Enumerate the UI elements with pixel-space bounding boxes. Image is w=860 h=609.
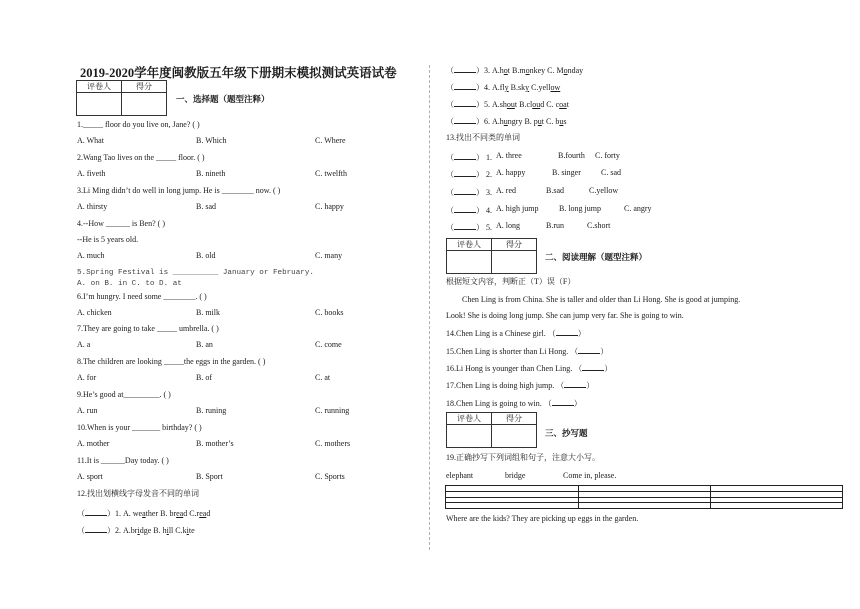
reviewer-cell[interactable]	[447, 251, 492, 274]
q13-item	[446, 186, 492, 198]
option-a: A. much	[77, 251, 105, 260]
item-number: ） 4.	[476, 206, 492, 215]
underlined-letters: ou	[506, 100, 515, 109]
option-b: B. of	[196, 373, 212, 382]
phonics-word: C. Monday	[547, 66, 584, 75]
option-a: A. What	[77, 136, 104, 145]
section-2-heading: 二、阅读理解（题型注释）	[545, 252, 648, 262]
phonics-word: B.sky	[510, 83, 530, 92]
question-text: 10.When is your _______ birthday? ( )	[77, 423, 202, 432]
answer-blank[interactable]	[582, 362, 604, 371]
answer-blank[interactable]	[454, 81, 476, 90]
question-text: 9.He’s good at_________. ( )	[77, 390, 171, 399]
reading-question-text: 18.Chen Ling is going to win. （	[446, 399, 552, 408]
copy-sentence: Where are the kids? They are picking up eggs in the garden.	[446, 514, 639, 523]
reviewer-label: 评卷人	[447, 239, 492, 251]
option-c: C. Where	[315, 136, 346, 145]
q13-item	[446, 204, 492, 216]
item-number: ）3.	[476, 66, 492, 75]
q13-item	[446, 151, 492, 163]
phonics-word: B.monkey	[512, 66, 548, 75]
section-1-heading: 一、选择题（题型注释）	[176, 94, 270, 104]
copy-writing-grid[interactable]	[445, 485, 843, 509]
option-a: A. sport	[77, 472, 103, 481]
bracket: ）	[577, 329, 586, 338]
bracket: （	[446, 206, 454, 215]
option-c: C. angry	[624, 204, 652, 213]
item-number: ）4.	[476, 83, 492, 92]
phonics-word: A.bridge	[123, 526, 154, 535]
option-b: B. old	[196, 251, 216, 260]
question-text: 4.--How ______ is Ben? ( )	[77, 219, 165, 228]
option-a: A. a	[77, 340, 91, 349]
reading-instruction: 根据短文内容，判断正（T）误（F）	[446, 277, 576, 286]
phonics-word: B. bread	[160, 509, 190, 518]
underlined-letters: y	[504, 83, 509, 92]
underlined-letters: o	[563, 66, 568, 75]
answer-blank[interactable]	[552, 397, 574, 406]
bracket: （	[77, 526, 85, 535]
answer-blank[interactable]	[578, 345, 600, 354]
item-number: ） 5.	[476, 223, 492, 232]
underlined-letters: y	[525, 83, 530, 92]
reviewer-label: 评卷人	[447, 413, 492, 425]
bracket: ）	[604, 364, 613, 373]
option-b: B. milk	[196, 308, 221, 317]
underlined-letters: ea	[199, 509, 207, 518]
answer-blank[interactable]	[454, 204, 476, 213]
bracket: （	[446, 66, 454, 75]
bracket: （	[446, 153, 454, 162]
question-text: 11.It is ______Day today. ( )	[77, 456, 169, 465]
phonics-item	[446, 98, 569, 110]
score-label: 得分	[492, 413, 537, 425]
score-box-2	[446, 238, 537, 274]
answer-blank[interactable]	[556, 327, 578, 336]
copy-word-bridge: bridge	[505, 471, 526, 480]
phonics-word: A.shout	[492, 100, 520, 109]
option-b: B.fourth	[558, 151, 585, 160]
question-answer-line: --He is 5 years old.	[77, 235, 139, 244]
reading-question-text: 15.Chen Ling is shorter than Li Hong. （	[446, 347, 579, 356]
underlined-letters: ea	[176, 509, 184, 518]
item-number: ） 1.	[476, 153, 492, 162]
score-cell[interactable]	[492, 251, 537, 274]
option-a: A. happy	[496, 168, 526, 177]
option-c: C. Sports	[315, 472, 345, 481]
underlined-letters: i	[137, 526, 140, 535]
reading-question	[446, 345, 608, 357]
q19-title: 19.正确抄写下列词组和句子，注意大小写。	[446, 453, 600, 462]
answer-blank[interactable]	[454, 221, 476, 230]
question-text: 5.Spring Festival is __________ January or February.	[77, 269, 314, 277]
question-text: 8.The children are looking _____the eggs in the garden. ( )	[77, 357, 266, 366]
underlined-letters: u	[559, 117, 564, 126]
score-label: 得分	[492, 239, 537, 251]
option-a: A. three	[496, 151, 522, 160]
reviewer-label: 评卷人	[77, 81, 122, 93]
option-c: C. books	[315, 308, 344, 317]
question-text: 2.Wang Tao lives on the _____ floor. ( )	[77, 153, 205, 162]
option-a: A. fiveth	[77, 169, 106, 178]
q12-title: 12.找出划横线字母发音不同的单词	[77, 489, 199, 498]
reading-question	[446, 397, 582, 409]
option-c: C. sad	[601, 168, 621, 177]
phonics-item	[446, 81, 560, 93]
phonics-item	[446, 64, 583, 76]
underlined-letters: i	[186, 526, 189, 535]
item-number: ） 2.	[476, 170, 492, 179]
option-b: B. mother’s	[196, 439, 234, 448]
underlined-letters: oa	[559, 100, 567, 109]
phonics-word: C. bus	[546, 117, 567, 126]
bracket: （	[446, 223, 454, 232]
option-b: B. sad	[196, 202, 216, 211]
option-a: A. mother	[77, 439, 110, 448]
bracket: （	[446, 170, 454, 179]
answer-blank[interactable]	[454, 98, 476, 107]
bracket: （	[446, 100, 454, 109]
option-b: B. long jump	[559, 204, 602, 213]
item-number: ） 3.	[476, 188, 492, 197]
underlined-letters: ou	[532, 100, 541, 109]
bracket: ）	[573, 399, 582, 408]
underlined-letters: a	[142, 509, 146, 518]
q13-item	[446, 168, 492, 180]
underlined-letters: u	[503, 117, 508, 126]
answer-blank[interactable]	[454, 115, 476, 124]
option-b: B. nineth	[196, 169, 226, 178]
option-b: B. runing	[196, 406, 227, 415]
answer-blank[interactable]	[454, 168, 476, 177]
phonics-word: A.hot	[492, 66, 513, 75]
bracket: ）	[586, 381, 595, 390]
phonics-word: C.read	[189, 509, 211, 518]
option-a: A. long	[496, 221, 520, 230]
phonics-item	[446, 115, 567, 127]
option-a: A. run	[77, 406, 98, 415]
answer-blank[interactable]	[454, 186, 476, 195]
option-a: A. red	[496, 186, 516, 195]
option-a: A. for	[77, 373, 97, 382]
copy-word-elephant: elephant	[446, 471, 474, 480]
exam-title: 2019-2020学年度闽教版五年级下册期末模拟测试英语试卷	[80, 66, 397, 80]
section-3-heading: 三、抄写题	[545, 428, 588, 438]
option-c: C. many	[315, 251, 343, 260]
option-c: C.short	[587, 221, 611, 230]
phonics-word: B. hill	[153, 526, 176, 535]
bracket: （	[446, 83, 454, 92]
option-b: B.sad	[546, 186, 564, 195]
answer-blank[interactable]	[454, 151, 476, 160]
score-box-3	[446, 412, 537, 448]
option-c: C. forty	[595, 151, 620, 160]
reading-question	[446, 327, 586, 339]
underlined-letters: ow	[550, 83, 561, 92]
answer-blank[interactable]	[85, 524, 107, 533]
phonics-word: A.fly	[492, 83, 509, 92]
option-b: B. singer	[552, 168, 581, 177]
reading-passage-line-1: Chen Ling is from China. She is taller and older than Li Hong. She is good at jumping.	[462, 295, 741, 304]
reading-passage-line-2: Look! She is doing long jump. She can jump very far. She is going to win.	[446, 311, 684, 320]
score-cell[interactable]	[492, 425, 537, 448]
question-text: 1._____ floor do you live on, Jane? ( )	[77, 120, 200, 129]
score-box-1	[76, 80, 167, 116]
item-number: ）1.	[107, 509, 123, 518]
phonics-word: A.hungry	[492, 117, 525, 126]
q13-item	[446, 221, 492, 233]
option-c: C. at	[315, 373, 331, 382]
question-text: 6.I’m hungry. I need some ________. ( )	[77, 292, 207, 301]
option-a: A. chicken	[77, 308, 112, 317]
item-number: ）2.	[107, 526, 123, 535]
copy-phrase: Come in, please.	[563, 471, 617, 480]
answer-blank[interactable]	[564, 379, 586, 388]
item-number: ）6.	[476, 117, 492, 126]
question-options: A. on B. in C. to D. at	[77, 280, 182, 288]
reading-question	[446, 362, 612, 374]
reading-question-text: 14.Chen Ling is a Chinese girl. （	[446, 329, 556, 338]
phonics-item	[77, 524, 195, 536]
underlined-letters: i	[166, 526, 169, 535]
option-b: B. Which	[196, 136, 227, 145]
bracket: （	[446, 117, 454, 126]
score-cell[interactable]	[122, 93, 167, 116]
answer-blank[interactable]	[85, 507, 107, 516]
option-b: B.run	[546, 221, 564, 230]
item-number: ）5.	[476, 100, 492, 109]
underlined-letters: o	[503, 66, 508, 75]
option-c: C. come	[315, 340, 342, 349]
reviewer-cell[interactable]	[77, 93, 122, 116]
phonics-word: B.cloud	[519, 100, 547, 109]
phonics-item	[77, 507, 210, 519]
phonics-word: C. coat	[546, 100, 569, 109]
question-text: 3.Li Ming didn’t do well in long jump. He is ________ now. ( )	[77, 186, 281, 195]
option-c: C. mothers	[315, 439, 351, 448]
underlined-letters: u	[537, 117, 542, 126]
reviewer-cell[interactable]	[447, 425, 492, 448]
option-b: B. Sport	[196, 472, 223, 481]
option-b: B. an	[196, 340, 213, 349]
option-c: C. running	[315, 406, 350, 415]
underlined-letters: o	[525, 66, 530, 75]
option-c: C. twelfth	[315, 169, 347, 178]
option-a: A. high jump	[496, 204, 539, 213]
option-c: C.yellow	[589, 186, 619, 195]
bracket: （	[77, 509, 85, 518]
question-text: 7.They are going to take _____ umbrella. ( )	[77, 324, 219, 333]
column-divider	[429, 65, 430, 550]
score-label: 得分	[122, 81, 167, 93]
option-c: C. happy	[315, 202, 344, 211]
answer-blank[interactable]	[454, 64, 476, 73]
reading-question-text: 16.Li Hong is younger than Chen Ling. （	[446, 364, 583, 373]
reading-question-text: 17.Chen Ling is doing high jump. （	[446, 381, 565, 390]
q13-title: 13.找出不同类的单词	[446, 133, 520, 142]
phonics-word: C.kite	[175, 526, 195, 535]
bracket: （	[446, 188, 454, 197]
option-a: A. thirsty	[77, 202, 108, 211]
phonics-word: C.yellow	[531, 83, 561, 92]
reading-question	[446, 379, 594, 391]
phonics-word: A. weather	[123, 509, 161, 518]
bracket: ）	[600, 347, 609, 356]
phonics-word: B. put	[524, 117, 547, 126]
